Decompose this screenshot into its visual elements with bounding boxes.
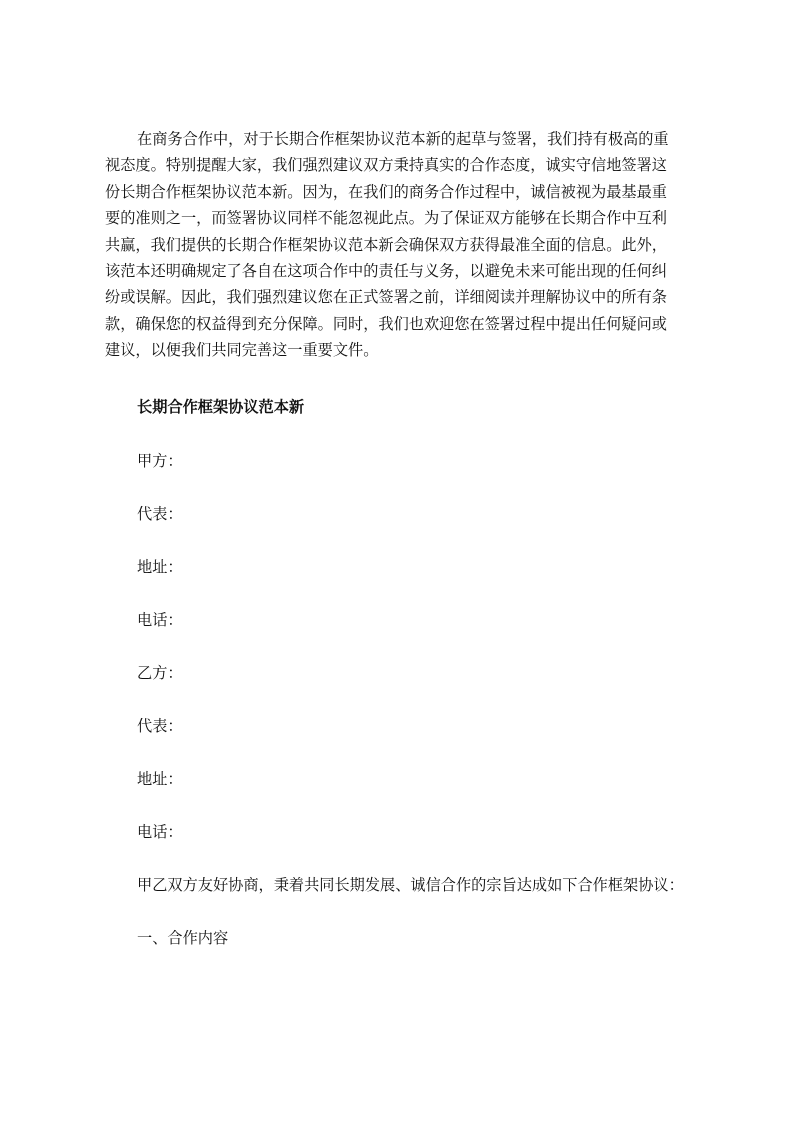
intro-line: 视态度。特别提醒大家，我们强烈建议双方秉持真实的合作态度，诚实守信地签署这	[105, 156, 667, 175]
intro-line: 该范本还明确规定了各自在这项合作中的责任与义务，以避免未来可能出现的任何纠	[105, 261, 667, 280]
party-a-address-label: 地址：	[137, 558, 183, 576]
agreement-statement: 甲乙双方友好协商，秉着共同长期发展、诚信合作的宗旨达成如下合作框架协议：	[137, 876, 684, 894]
intro-line: 款，确保您的权益得到充分保障。同时，我们也欢迎您在签署过程中提出任何疑问或	[105, 314, 667, 333]
intro-line: 纷或误解。因此，我们强烈建议您在正式签署之前，详细阅读并理解协议中的所有条	[105, 288, 667, 307]
document-title: 长期合作框架协议范本新	[137, 398, 305, 416]
intro-line: 建议，以便我们共同完善这一重要文件。	[105, 341, 379, 360]
party-b-phone-label: 电话：	[137, 823, 183, 841]
party-a-representative-label: 代表：	[137, 505, 183, 523]
intro-paragraph	[105, 126, 700, 364]
intro-line: 要的准则之一，而签署协议同样不能忽视此点。为了保证双方能够在长期合作中互利	[105, 209, 667, 228]
section-heading-cooperation-content: 一、合作内容	[137, 929, 229, 947]
party-b-representative-label: 代表：	[137, 717, 183, 735]
intro-line: 份长期合作框架协议范本新。因为，在我们的商务合作过程中，诚信被视为最基最重	[105, 182, 667, 201]
party-a-phone-label: 电话：	[137, 611, 183, 629]
party-b-label: 乙方：	[137, 664, 183, 682]
party-a-label: 甲方：	[137, 452, 183, 470]
intro-line: 在商务合作中，对于长期合作框架协议范本新的起草与签署，我们持有极高的重	[137, 130, 669, 148]
party-b-address-label: 地址：	[137, 770, 183, 788]
intro-line: 共赢，我们提供的长期合作框架协议范本新会确保双方获得最准全面的信息。此外，	[105, 235, 667, 254]
